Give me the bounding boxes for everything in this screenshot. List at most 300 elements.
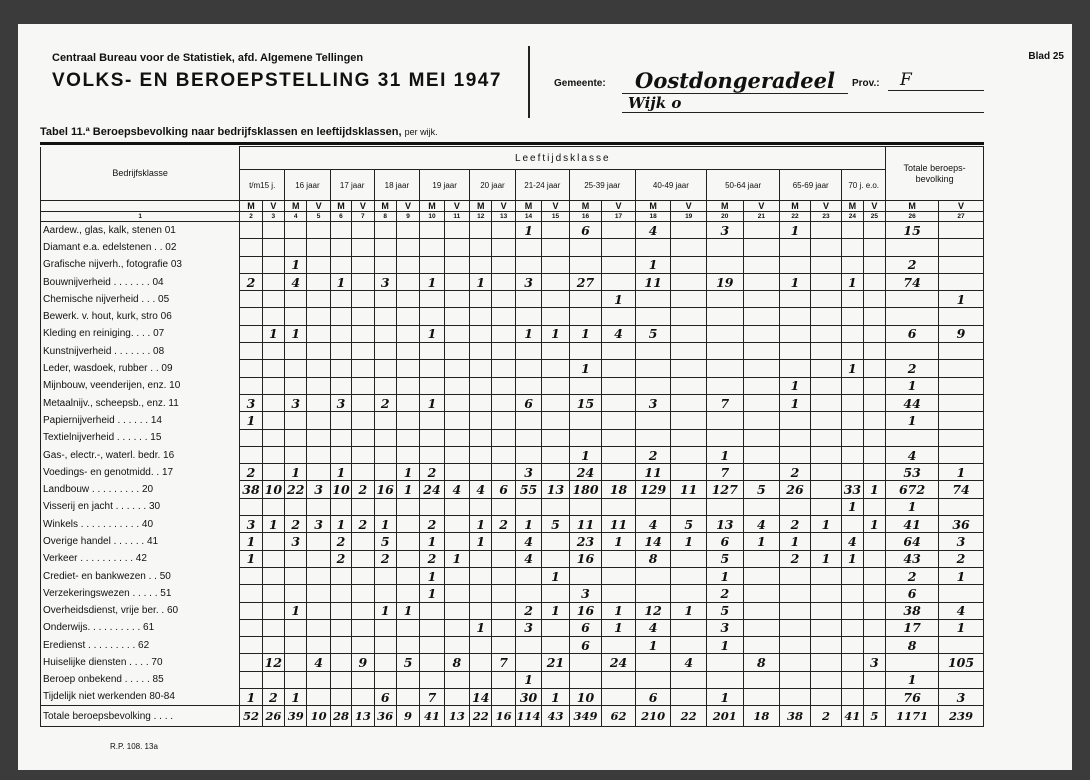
table-cell <box>444 637 469 654</box>
table-cell <box>602 412 636 429</box>
table-cell <box>285 567 307 584</box>
table-cell: 1 <box>602 533 636 550</box>
table-cell <box>542 464 569 481</box>
table-cell: 4 <box>635 516 671 533</box>
table-cell <box>262 360 284 377</box>
table-cell: 1 <box>240 689 262 706</box>
table-cell <box>470 602 492 619</box>
table-row <box>41 377 984 394</box>
total-cell <box>939 585 984 602</box>
table-cell: 3 <box>240 516 262 533</box>
table-cell: 4 <box>671 654 707 671</box>
table-cell <box>330 360 351 377</box>
total-cell: 672 <box>886 481 939 498</box>
table-cell <box>307 567 330 584</box>
table-cell <box>352 464 374 481</box>
table-cell <box>470 222 492 239</box>
table-cell <box>285 308 307 325</box>
table-cell <box>635 360 671 377</box>
table-cell <box>330 412 351 429</box>
table-cell <box>444 533 469 550</box>
table-cell <box>515 308 541 325</box>
age-group-header: 20 jaar <box>470 170 516 201</box>
table-cell <box>307 343 330 360</box>
total-cell: 2 <box>886 360 939 377</box>
table-cell <box>262 585 284 602</box>
table-cell <box>444 291 469 308</box>
table-cell: 180 <box>569 481 602 498</box>
table-row-label: Beroep onbekend . . . . . 85 <box>41 671 240 688</box>
table-cell: 6 <box>706 533 743 550</box>
table-cell <box>262 464 284 481</box>
table-cell: 2 <box>635 446 671 463</box>
table-cell <box>396 567 419 584</box>
table-cell: 39 <box>285 706 307 727</box>
table-cell <box>262 498 284 515</box>
table-cell: 1 <box>285 602 307 619</box>
sheet-number: Blad 25 <box>1028 51 1064 62</box>
table-cell: 10 <box>332 482 350 498</box>
table-cell: 16 <box>569 550 602 567</box>
table-cell <box>262 619 284 636</box>
table-cell <box>706 498 743 515</box>
table-cell: 4 <box>444 481 469 498</box>
table-cell: 24 <box>569 464 602 481</box>
table-cell <box>863 446 886 463</box>
table-cell: 2 <box>515 602 541 619</box>
table-cell <box>420 377 444 394</box>
table-cell: 9 <box>352 654 374 671</box>
total-cell: 1 <box>939 619 984 636</box>
column-number: 14 <box>515 212 541 222</box>
table-cell <box>330 654 351 671</box>
table-cell: 16 <box>569 602 602 619</box>
table-cell <box>330 239 351 256</box>
table-cell <box>307 446 330 463</box>
table-title-text: Tabel 11.ª Beroepsbevolking naar bedrijfsklassen en leeftijdsklassen, <box>40 126 402 138</box>
table-cell <box>842 343 863 360</box>
table-cell <box>262 533 284 550</box>
table-row <box>41 550 984 567</box>
total-cell <box>939 360 984 377</box>
table-cell <box>810 394 842 411</box>
table-cell <box>352 394 374 411</box>
total-cell: 1 <box>939 567 984 584</box>
column-number: 3 <box>262 212 284 222</box>
column-number: 17 <box>602 212 636 222</box>
table-cell: 1 <box>671 533 707 550</box>
table-cell <box>396 308 419 325</box>
table-cell: 3 <box>374 273 396 290</box>
table-cell <box>743 585 780 602</box>
table-cell <box>492 585 515 602</box>
table-cell <box>262 377 284 394</box>
table-cell <box>492 273 515 290</box>
table-row <box>41 256 984 273</box>
table-cell <box>330 429 351 446</box>
table-cell: 1 <box>285 325 307 342</box>
table-cell: 1 <box>810 516 842 533</box>
table-row-label: Onderwijs. . . . . . . . . . 61 <box>41 619 240 636</box>
sex-header-female: V <box>492 201 515 212</box>
table-row-label: Crediet- en bankwezen . . 50 <box>41 567 240 584</box>
table-cell: 4 <box>635 619 671 636</box>
table-cell <box>863 550 886 567</box>
table-cell <box>492 619 515 636</box>
table-row <box>41 308 984 325</box>
table-cell <box>285 585 307 602</box>
table-cell: 36 <box>374 706 396 727</box>
table-cell <box>542 498 569 515</box>
table-cell: 1 <box>542 567 569 584</box>
table-cell: 1 <box>374 516 396 533</box>
table-cell <box>352 498 374 515</box>
table-cell <box>569 412 602 429</box>
table-cell <box>515 239 541 256</box>
table-cell: 1 <box>285 689 307 706</box>
table-cell <box>240 239 262 256</box>
table-cell <box>492 308 515 325</box>
table-cell <box>635 567 671 584</box>
table-cell <box>396 239 419 256</box>
table-cell <box>330 325 351 342</box>
total-cell: 74 <box>886 273 939 290</box>
table-cell: 1 <box>420 585 444 602</box>
table-cell <box>352 308 374 325</box>
table-cell <box>307 360 330 377</box>
table-row-label: Overheidsdienst, vrije ber. . 60 <box>41 602 240 619</box>
table-cell: 2 <box>352 516 374 533</box>
table-cell <box>470 291 492 308</box>
table-row <box>41 533 984 550</box>
table-cell <box>671 325 707 342</box>
table-cell: 1 <box>396 602 419 619</box>
table-cell <box>374 585 396 602</box>
table-cell <box>444 567 469 584</box>
total-row <box>41 706 984 727</box>
table-cell <box>671 429 707 446</box>
table-cell: 10 <box>569 689 602 706</box>
table-row <box>41 429 984 446</box>
table-cell: 2 <box>706 585 743 602</box>
table-cell: 16 <box>492 706 515 727</box>
table-cell: 6 <box>635 689 671 706</box>
table-cell <box>470 343 492 360</box>
table-cell: 1 <box>330 516 351 533</box>
table-cell <box>743 256 780 273</box>
table-cell <box>842 429 863 446</box>
table-cell <box>352 360 374 377</box>
table-row <box>41 394 984 411</box>
municipality-value: Oostdongeradeel <box>622 68 848 94</box>
table-cell: 41 <box>420 706 444 727</box>
table-row <box>41 360 984 377</box>
table-cell: 1 <box>602 619 636 636</box>
sex-header-female: V <box>602 201 636 212</box>
table-cell <box>706 325 743 342</box>
table-cell: 1 <box>863 481 886 498</box>
total-cell <box>939 671 984 688</box>
table-cell <box>374 429 396 446</box>
table-cell <box>810 222 842 239</box>
table-cell <box>743 360 780 377</box>
table-cell <box>569 256 602 273</box>
table-row-label: Chemische nijverheid . . . 05 <box>41 291 240 308</box>
table-cell <box>240 360 262 377</box>
table-cell <box>374 498 396 515</box>
table-cell <box>240 325 262 342</box>
table-cell <box>396 498 419 515</box>
table-cell <box>542 394 569 411</box>
table-cell <box>470 550 492 567</box>
table-cell: 1 <box>470 273 492 290</box>
table-cell: 1 <box>569 325 602 342</box>
total-cell: 2 <box>939 550 984 567</box>
table-cell <box>307 394 330 411</box>
table-cell: 1 <box>842 360 863 377</box>
table-cell <box>374 637 396 654</box>
total-cell <box>886 343 939 360</box>
blank-cell <box>41 201 240 212</box>
table-cell: 5 <box>743 481 780 498</box>
table-cell <box>396 325 419 342</box>
table-cell: 1 <box>470 533 492 550</box>
table-cell <box>810 325 842 342</box>
table-cell <box>569 291 602 308</box>
age-group-header: 18 jaar <box>374 170 420 201</box>
table-cell <box>420 343 444 360</box>
table-cell <box>330 498 351 515</box>
table-cell <box>330 567 351 584</box>
table-cell <box>515 446 541 463</box>
table-cell <box>743 239 780 256</box>
sex-header-female: V <box>810 201 842 212</box>
table-cell: 11 <box>635 464 671 481</box>
sex-header-female: V <box>542 201 569 212</box>
table-cell: 129 <box>635 481 671 498</box>
table-cell <box>842 619 863 636</box>
table-cell: 1 <box>780 377 811 394</box>
table-row <box>41 567 984 584</box>
table-cell <box>330 637 351 654</box>
total-cell <box>939 498 984 515</box>
column-number: 19 <box>671 212 707 222</box>
total-cell: 15 <box>886 222 939 239</box>
table-cell: 26 <box>780 481 811 498</box>
total-cell: 44 <box>886 394 939 411</box>
table-title <box>40 126 438 138</box>
table-cell <box>240 308 262 325</box>
table-cell <box>285 222 307 239</box>
table-cell <box>863 637 886 654</box>
table-cell: 2 <box>262 689 284 706</box>
table-cell <box>285 377 307 394</box>
table-cell <box>810 308 842 325</box>
table-cell: 6 <box>569 637 602 654</box>
table-row-label: Visserij en jacht . . . . . . 30 <box>41 498 240 515</box>
table-cell <box>352 325 374 342</box>
sex-header-male: M <box>842 201 863 212</box>
table-cell: 4 <box>515 533 541 550</box>
table-cell <box>352 550 374 567</box>
table-cell: 3 <box>863 654 886 671</box>
table-cell <box>569 377 602 394</box>
table-cell <box>470 654 492 671</box>
table-cell <box>470 377 492 394</box>
table-cell <box>542 343 569 360</box>
column-number: 7 <box>352 212 374 222</box>
total-cell: 8 <box>886 637 939 654</box>
table-cell: 349 <box>569 706 602 727</box>
table-cell <box>330 585 351 602</box>
table-cell <box>374 360 396 377</box>
table-cell <box>352 239 374 256</box>
table-cell <box>444 360 469 377</box>
sex-header-female: V <box>671 201 707 212</box>
table-cell <box>780 689 811 706</box>
table-cell <box>420 498 444 515</box>
table-cell <box>743 308 780 325</box>
table-cell <box>396 619 419 636</box>
table-cell: 1 <box>706 567 743 584</box>
table-cell: 1 <box>396 481 419 498</box>
sex-header-male: M <box>780 201 811 212</box>
total-cell <box>939 308 984 325</box>
table-cell <box>285 498 307 515</box>
table-cell <box>492 671 515 688</box>
table-cell: 24 <box>420 481 444 498</box>
age-group-header: 65-69 jaar <box>780 170 842 201</box>
table-cell <box>240 256 262 273</box>
table-cell <box>602 222 636 239</box>
table-cell: 5 <box>635 325 671 342</box>
table-row <box>41 585 984 602</box>
table-cell: 1 <box>240 533 262 550</box>
table-cell <box>492 637 515 654</box>
table-cell <box>863 377 886 394</box>
table-cell <box>420 412 444 429</box>
table-cell: 1 <box>542 689 569 706</box>
table-cell <box>444 412 469 429</box>
table-cell <box>307 377 330 394</box>
table-cell <box>743 291 780 308</box>
table-cell: 2 <box>240 464 262 481</box>
table-row <box>41 516 984 533</box>
form-title: VOLKS- EN BEROEPSTELLING 31 MEI 1947 <box>52 70 502 91</box>
column-number: 9 <box>396 212 419 222</box>
table-cell <box>810 654 842 671</box>
table-cell <box>285 239 307 256</box>
table-cell <box>285 343 307 360</box>
table-cell <box>706 343 743 360</box>
table-row <box>41 446 984 463</box>
total-cell: 41 <box>886 516 939 533</box>
table-cell: 6 <box>374 689 396 706</box>
table-cell <box>542 291 569 308</box>
table-cell: 2 <box>330 533 351 550</box>
table-cell: 12 <box>635 602 671 619</box>
total-cell: 74 <box>939 481 984 498</box>
table-cell <box>515 654 541 671</box>
table-cell <box>602 498 636 515</box>
table-cell <box>352 637 374 654</box>
table-cell <box>706 412 743 429</box>
table-cell <box>602 239 636 256</box>
table-cell: 1 <box>569 446 602 463</box>
table-cell: 2 <box>420 516 444 533</box>
table-cell <box>810 619 842 636</box>
table-cell <box>444 325 469 342</box>
sex-header-male: M <box>706 201 743 212</box>
table-cell: 38 <box>240 481 262 498</box>
table-cell <box>810 446 842 463</box>
column-number: 2 <box>240 212 262 222</box>
wijk-value: Wijk o <box>622 94 984 113</box>
table-cell <box>635 498 671 515</box>
table-cell <box>810 412 842 429</box>
table-cell <box>352 412 374 429</box>
age-group-header: 21-24 jaar <box>515 170 569 201</box>
table-cell <box>444 239 469 256</box>
table-cell <box>492 256 515 273</box>
table-cell: 12 <box>262 654 284 671</box>
table-cell <box>863 325 886 342</box>
total-cell: 2 <box>886 567 939 584</box>
table-cell <box>285 637 307 654</box>
table-cell: 1 <box>810 550 842 567</box>
table-cell <box>374 343 396 360</box>
table-row-label: Leder, wasdoek, rubber . . 09 <box>41 360 240 377</box>
table-cell <box>330 343 351 360</box>
table-cell <box>240 619 262 636</box>
column-number: 20 <box>706 212 743 222</box>
total-header: Totale beroeps-bevolking <box>886 147 984 201</box>
table-cell <box>420 619 444 636</box>
table-cell: 1 <box>602 291 636 308</box>
table-cell <box>352 602 374 619</box>
table-cell <box>492 689 515 706</box>
table-cell <box>492 360 515 377</box>
table-cell <box>374 308 396 325</box>
table-cell <box>374 325 396 342</box>
table-cell <box>492 446 515 463</box>
table-cell <box>352 671 374 688</box>
table-cell <box>780 619 811 636</box>
table-cell <box>262 550 284 567</box>
table-cell <box>240 429 262 446</box>
table-cell <box>470 446 492 463</box>
table-cell: 13 <box>706 516 743 533</box>
table-cell: 4 <box>635 222 671 239</box>
header-divider <box>528 46 530 118</box>
table-row <box>41 602 984 619</box>
table-cell: 1 <box>635 637 671 654</box>
table-cell <box>706 671 743 688</box>
table-cell: 6 <box>492 481 515 498</box>
table-cell: 1 <box>262 516 284 533</box>
table-row <box>41 498 984 515</box>
table-cell <box>262 291 284 308</box>
table-cell: 52 <box>240 706 262 727</box>
table-cell <box>863 343 886 360</box>
column-number: 8 <box>374 212 396 222</box>
table-cell <box>569 239 602 256</box>
table-cell <box>262 222 284 239</box>
table-cell: 3 <box>569 585 602 602</box>
total-cell <box>886 654 939 671</box>
total-cell <box>939 637 984 654</box>
table-cell <box>863 394 886 411</box>
